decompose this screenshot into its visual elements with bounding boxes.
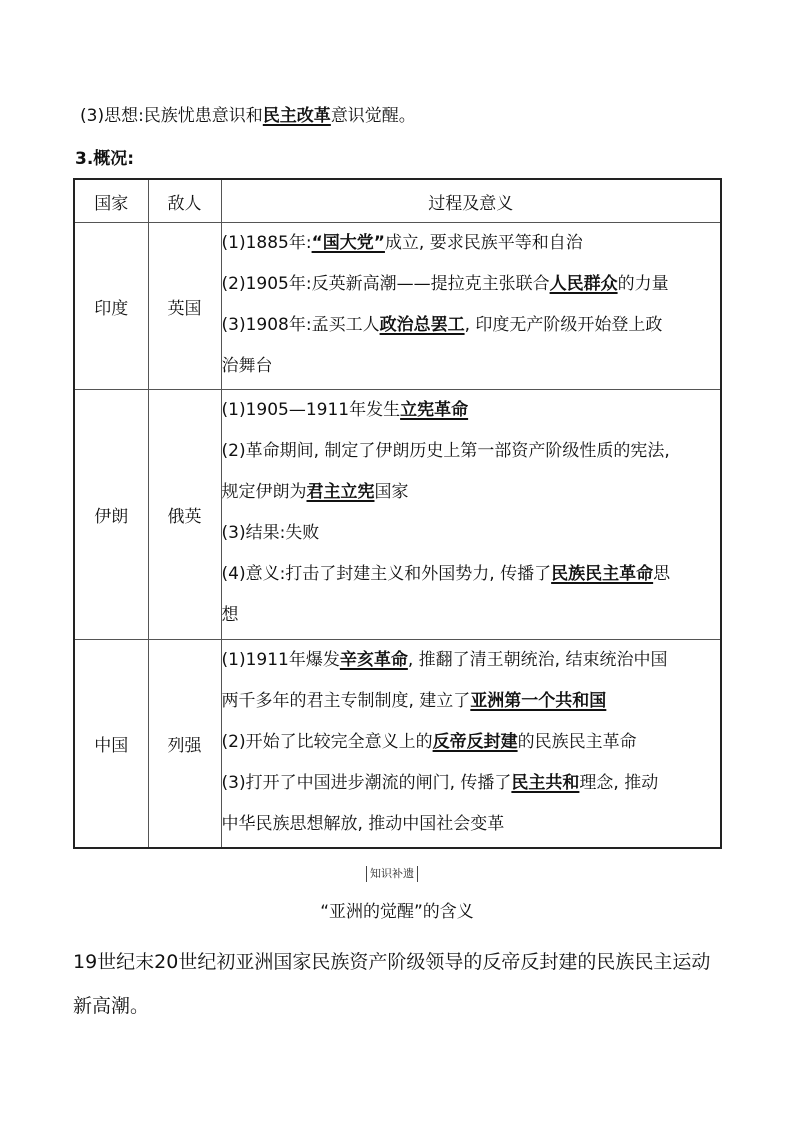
process-line: (3)1908年:孟买工人政治总罢工, 印度无产阶级开始登上政: [221, 315, 663, 335]
supplement-text: 19世纪末20世纪初亚洲国家民族资产阶级领导的反帝反封建的民族民主运动新高潮。: [73, 951, 711, 1017]
intro-prefix: (3)思想:民族忧患意识和: [80, 106, 263, 126]
overview-table: [73, 178, 722, 849]
process-line: (1)1911年爆发辛亥革命, 推翻了清王朝统治, 结束统治中国: [221, 650, 668, 670]
table-row: [74, 640, 721, 848]
supplement-title: “亚洲的觉醒”的含义: [320, 902, 474, 922]
table-row: [74, 390, 721, 640]
country-cell: 印度: [74, 223, 148, 390]
process-line: (4)意义:打击了封建主义和外国势力, 传播了民族民主革命思: [221, 564, 671, 584]
process-line: 两千多年的君主专制制度, 建立了亚洲第一个共和国: [221, 691, 607, 711]
process-line: (3)结果:失败: [221, 523, 320, 543]
process-line: (2)1905年:反英新高潮——提拉克主张联合人民群众的力量: [221, 274, 669, 294]
enemy-cell: 俄英: [148, 390, 221, 640]
intro-highlight: 民主改革: [262, 106, 331, 126]
country-cell: 伊朗: [74, 390, 148, 640]
process-line: 中华民族思想解放, 推动中国社会变革: [221, 814, 505, 834]
section-heading: 3.概况:: [75, 149, 135, 169]
process-line: (3)打开了中国进步潮流的闸门, 传播了民主共和理念, 推动: [221, 773, 659, 793]
process-cell: [221, 640, 721, 848]
intro-suffix: 意识觉醒。: [330, 106, 416, 126]
process-line: (1)1885年:“国大党”成立, 要求民族平等和自治: [221, 233, 583, 253]
country-cell: 中国: [74, 640, 148, 848]
enemy-cell: 英国: [148, 223, 221, 390]
process-line: (2)开始了比较完全意义上的反帝反封建的民族民主革命: [221, 732, 637, 752]
process-line: 规定伊朗为君主立宪国家: [221, 482, 409, 502]
process-line: 治舞台: [221, 356, 273, 376]
process-line: (2)革命期间, 制定了伊朗历史上第一部资产阶级性质的宪法,: [221, 441, 670, 461]
knowledge-supplement-badge: 知识补遗: [366, 866, 418, 882]
process-cell: [221, 390, 721, 640]
enemy-cell: 列强: [148, 640, 221, 848]
header-process: 过程及意义: [221, 179, 721, 223]
process-line: 想: [221, 605, 239, 625]
process-line: (1)1905—1911年发生立宪革命: [221, 400, 469, 420]
table-header-row: [74, 179, 721, 223]
process-cell: [221, 223, 721, 390]
header-country: 国家: [74, 179, 148, 223]
intro-line: [80, 104, 416, 128]
header-enemy: 敌人: [148, 179, 221, 223]
table-row: [74, 223, 721, 390]
